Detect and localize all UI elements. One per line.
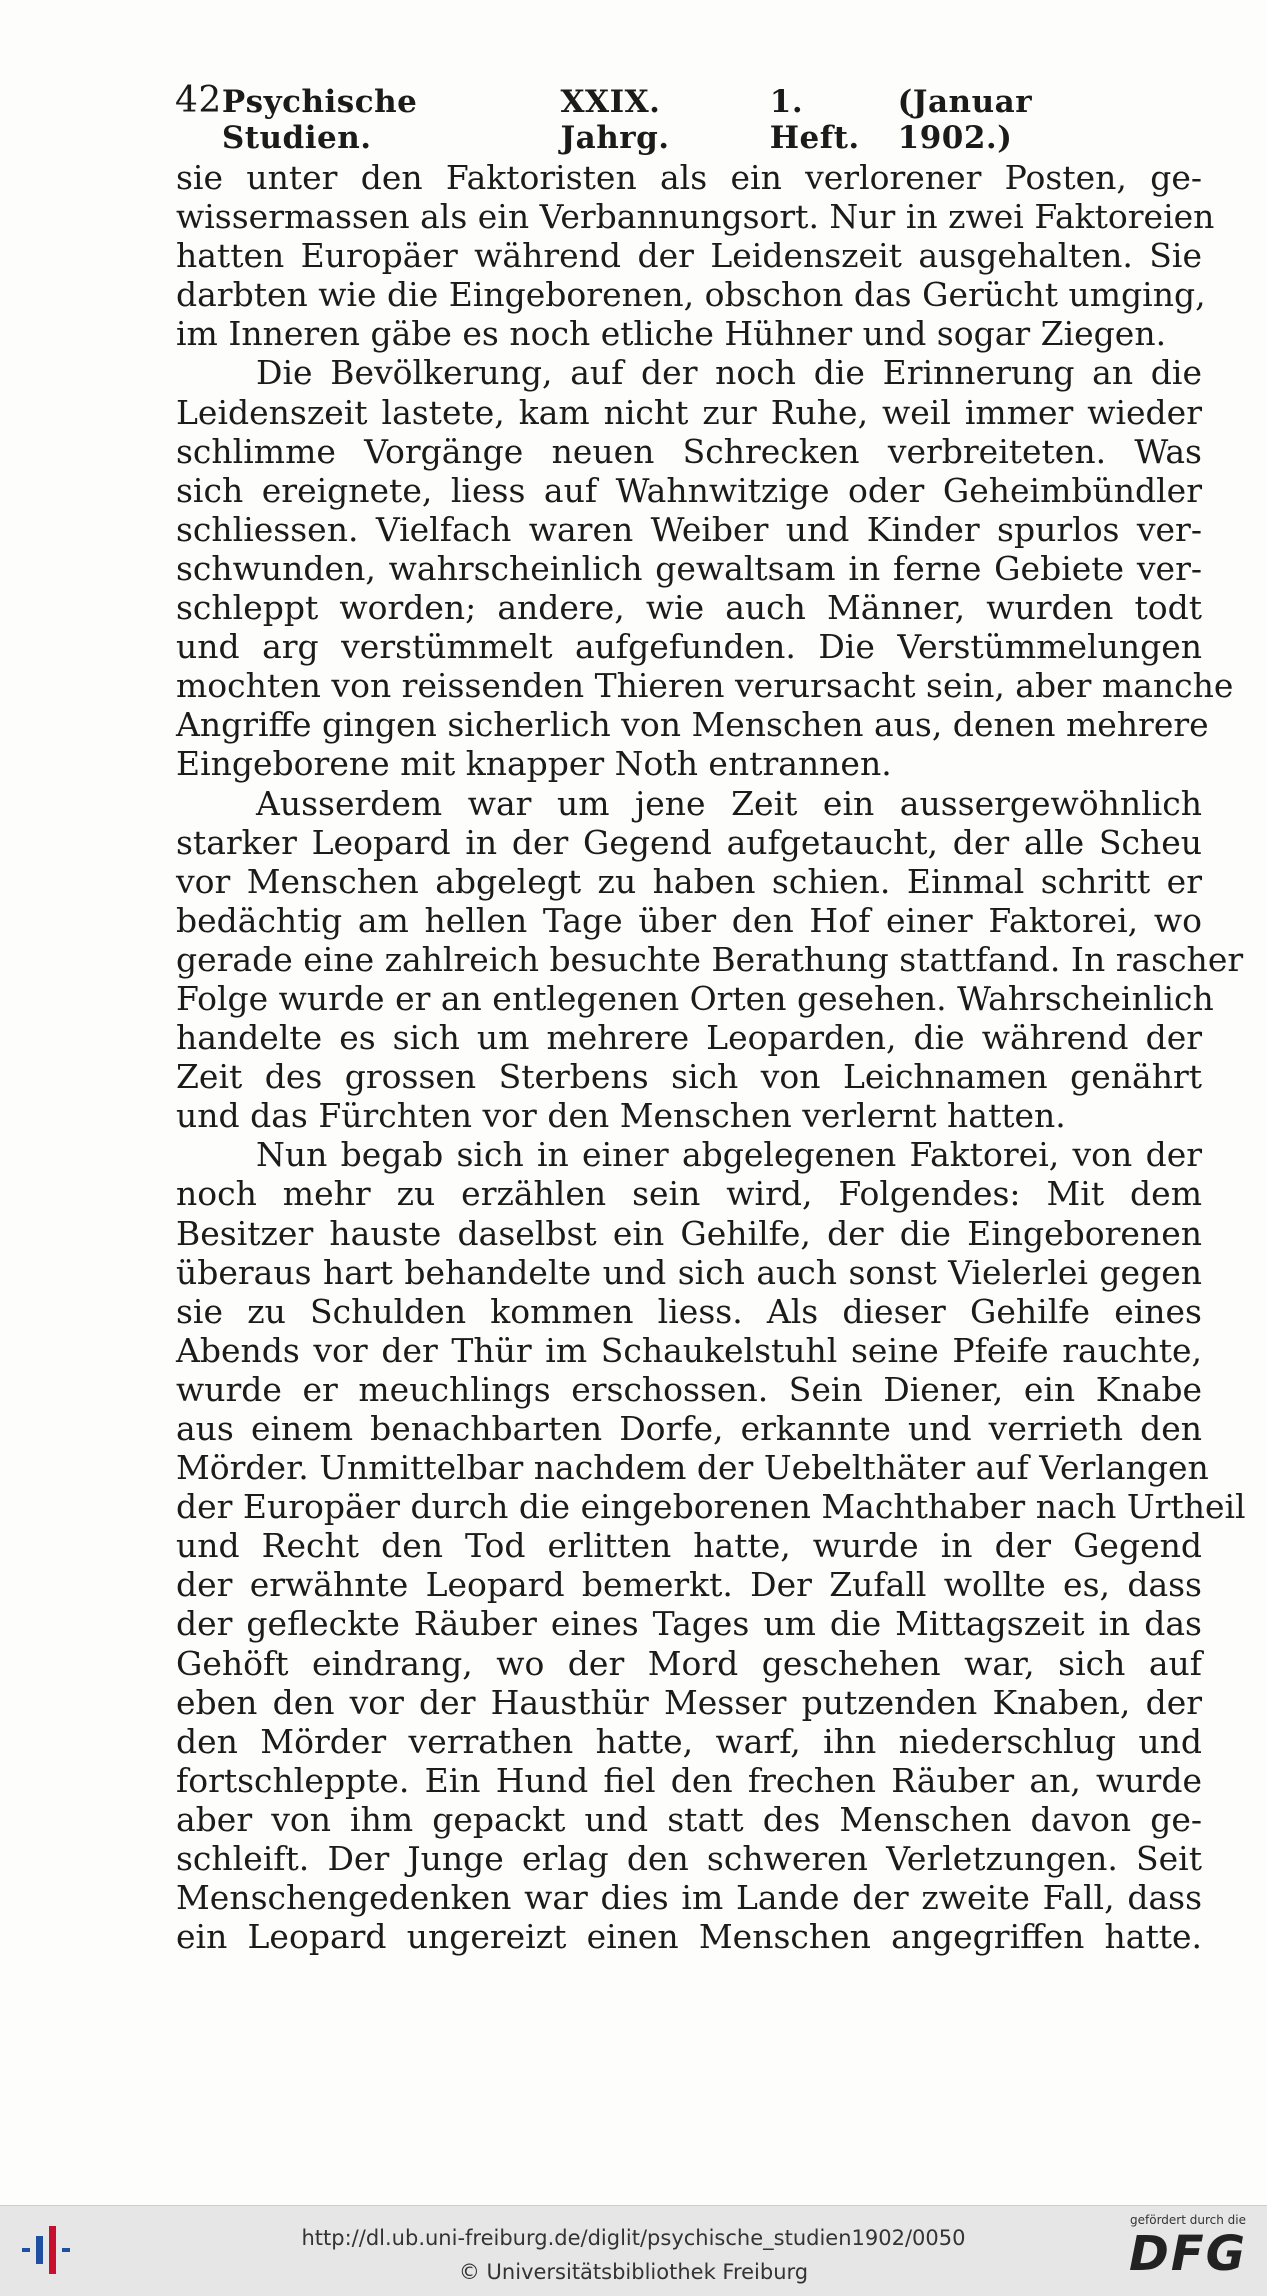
text-line: handelte es sich um mehrere Leoparden, die während der [176, 1018, 1202, 1058]
text-line: aber von ihm gepackt und statt des Menschen davon ge- [176, 1799, 1202, 1839]
text-line: der erwähnte Leopard bemerkt. Der Zufall wollte es, dass [176, 1565, 1202, 1605]
issue-date: (Januar 1902.) [897, 84, 1033, 156]
text-line: sich ereignete, liess auf Wahnwitzige oder Geheimbündler [176, 470, 1202, 510]
text-line: und Recht den Tod erlitten hatte, wurde in der Gegend [176, 1526, 1202, 1566]
text-line: mochten von reissenden Thieren verursacht sein, aber manche [176, 666, 1234, 706]
dfg-caption: gefördert durch die [1130, 2213, 1246, 2227]
text-line: sie zu Schulden kommen liess. Als dieser Gehilfe eines [176, 1291, 1202, 1331]
text-line: den Mörder verrathen hatte, warf, ihn niederschlug und [176, 1721, 1202, 1761]
text-line: aus einem benachbarten Dorfe, erkannte und verrieth den [176, 1409, 1202, 1448]
text-line: überaus hart behandelte und sich auch sonst Vielerlei gegen [176, 1252, 1202, 1292]
text-line: Gehöft eindrang, wo der Mord geschehen war, sich auf [176, 1643, 1202, 1683]
text-line: schwunden, wahrscheinlich gewaltsam in ferne Gebiete ver- [176, 548, 1202, 588]
text-line: schleppt worden; andere, wie auch Männer, wurden todt [176, 588, 1202, 628]
text-line: ein Leopard ungereizt einen Menschen angegriffen hatte. [176, 1917, 1202, 1957]
text-line: eben den vor der Hausthür Messer putzenden Knaben, der [176, 1682, 1202, 1722]
running-header [175, 80, 1145, 156]
text-line: der Europäer durch die eingeborenen Machthaber nach Urtheil [176, 1487, 1246, 1527]
text-line: starker Leopard in der Gegend aufgetaucht, der alle Scheu [176, 822, 1202, 862]
text-line: bedächtig am hellen Tage über den Hof einer Faktorei, wo [176, 900, 1202, 940]
text-line: Besitzer hauste daselbst ein Gehilfe, der die Eingeborenen [176, 1213, 1202, 1253]
text-line: noch mehr zu erzählen sein wird, Folgendes: Mit dem [176, 1174, 1202, 1214]
text-line: schliessen. Vielfach waren Weiber und Kinder spurlos ver- [176, 509, 1202, 549]
issue-label: 1. Heft. [769, 84, 860, 156]
volume-label: XXIX. Jahrg. [560, 84, 670, 156]
text-line: darbten wie die Eingeborenen, obschon das Gerücht umging, [176, 275, 1206, 315]
text-line: Angriffe gingen sicherlich von Menschen aus, denen mehrere [176, 705, 1209, 745]
text-line: Folge wurde er an entlegenen Orten gesehen. Wahrscheinlich [176, 978, 1214, 1018]
paragraph-start-line: Nun begab sich in einer abgelegenen Faktorei, von der [256, 1135, 1202, 1175]
text-line: und arg verstümmelt aufgefunden. Die Verstümmelungen [176, 627, 1202, 667]
text-line: gerade eine zahlreich besuchte Berathung stattfand. In rascher [176, 939, 1244, 979]
text-line: Zeit des grossen Sterbens sich von Leichnamen genährt [176, 1057, 1202, 1097]
text-line: hatten Europäer während der Leidenszeit ausgehalten. Sie [176, 236, 1202, 276]
text-line: schlimme Vorgänge neuen Schrecken verbreiteten. Was [176, 431, 1202, 471]
text-line: wissermassen als ein Verbannungsort. Nur in zwei Faktoreien [176, 197, 1215, 237]
text-line: sie unter den Faktoristen als ein verlorener Posten, ge- [176, 158, 1202, 197]
text-line: Eingeborene mit knapper Noth entrannen. [176, 744, 892, 784]
dfg-logo: DFG [1128, 2226, 1248, 2282]
article-text [176, 158, 1246, 1957]
text-line: und das Fürchten vor den Menschen verlernt hatten. [176, 1096, 1066, 1136]
text-line: im Inneren gäbe es noch etliche Hühner und sogar Ziegen. [176, 314, 1167, 354]
text-line: vor Menschen abgelegt zu haben schien. Einmal schritt er [176, 861, 1202, 901]
text-line: der gefleckte Räuber eines Tages um die Mittagszeit in das [176, 1604, 1202, 1644]
journal-title: Psychische Studien. [221, 84, 418, 156]
text-line: wurde er meuchlings erschossen. Sein Diener, ein Knabe [176, 1369, 1202, 1409]
text-line: Leidenszeit lastete, kam nicht zur Ruhe, weil immer wieder [176, 392, 1202, 432]
page-number: 42 [175, 80, 222, 121]
copyright-notice: © Universitätsbibliothek Freiburg [458, 2260, 809, 2284]
text-line: fortschleppte. Ein Hund fiel den frechen Räuber an, wurde [176, 1760, 1202, 1800]
paragraph-start-line: Ausserdem war um jene Zeit ein aussergewöhnlich [256, 783, 1202, 823]
text-line: Mörder. Unmittelbar nachdem der Uebelthäter auf Verlangen [176, 1448, 1209, 1488]
text-line: schleift. Der Junge erlag den schweren Verletzungen. Seit [176, 1839, 1202, 1879]
paragraph-start-line: Die Bevölkerung, auf der noch die Erinnerung an die [256, 353, 1202, 393]
text-line: Abends vor der Thür im Schaukelstuhl seine Pfeife rauchte, [176, 1330, 1202, 1370]
permalink-url[interactable]: http://dl.ub.uni-freiburg.de/diglit/psychische_studien1902/0050 [301, 2226, 966, 2250]
text-line: Menschengedenken war dies im Lande der zweite Fall, dass [176, 1878, 1202, 1918]
